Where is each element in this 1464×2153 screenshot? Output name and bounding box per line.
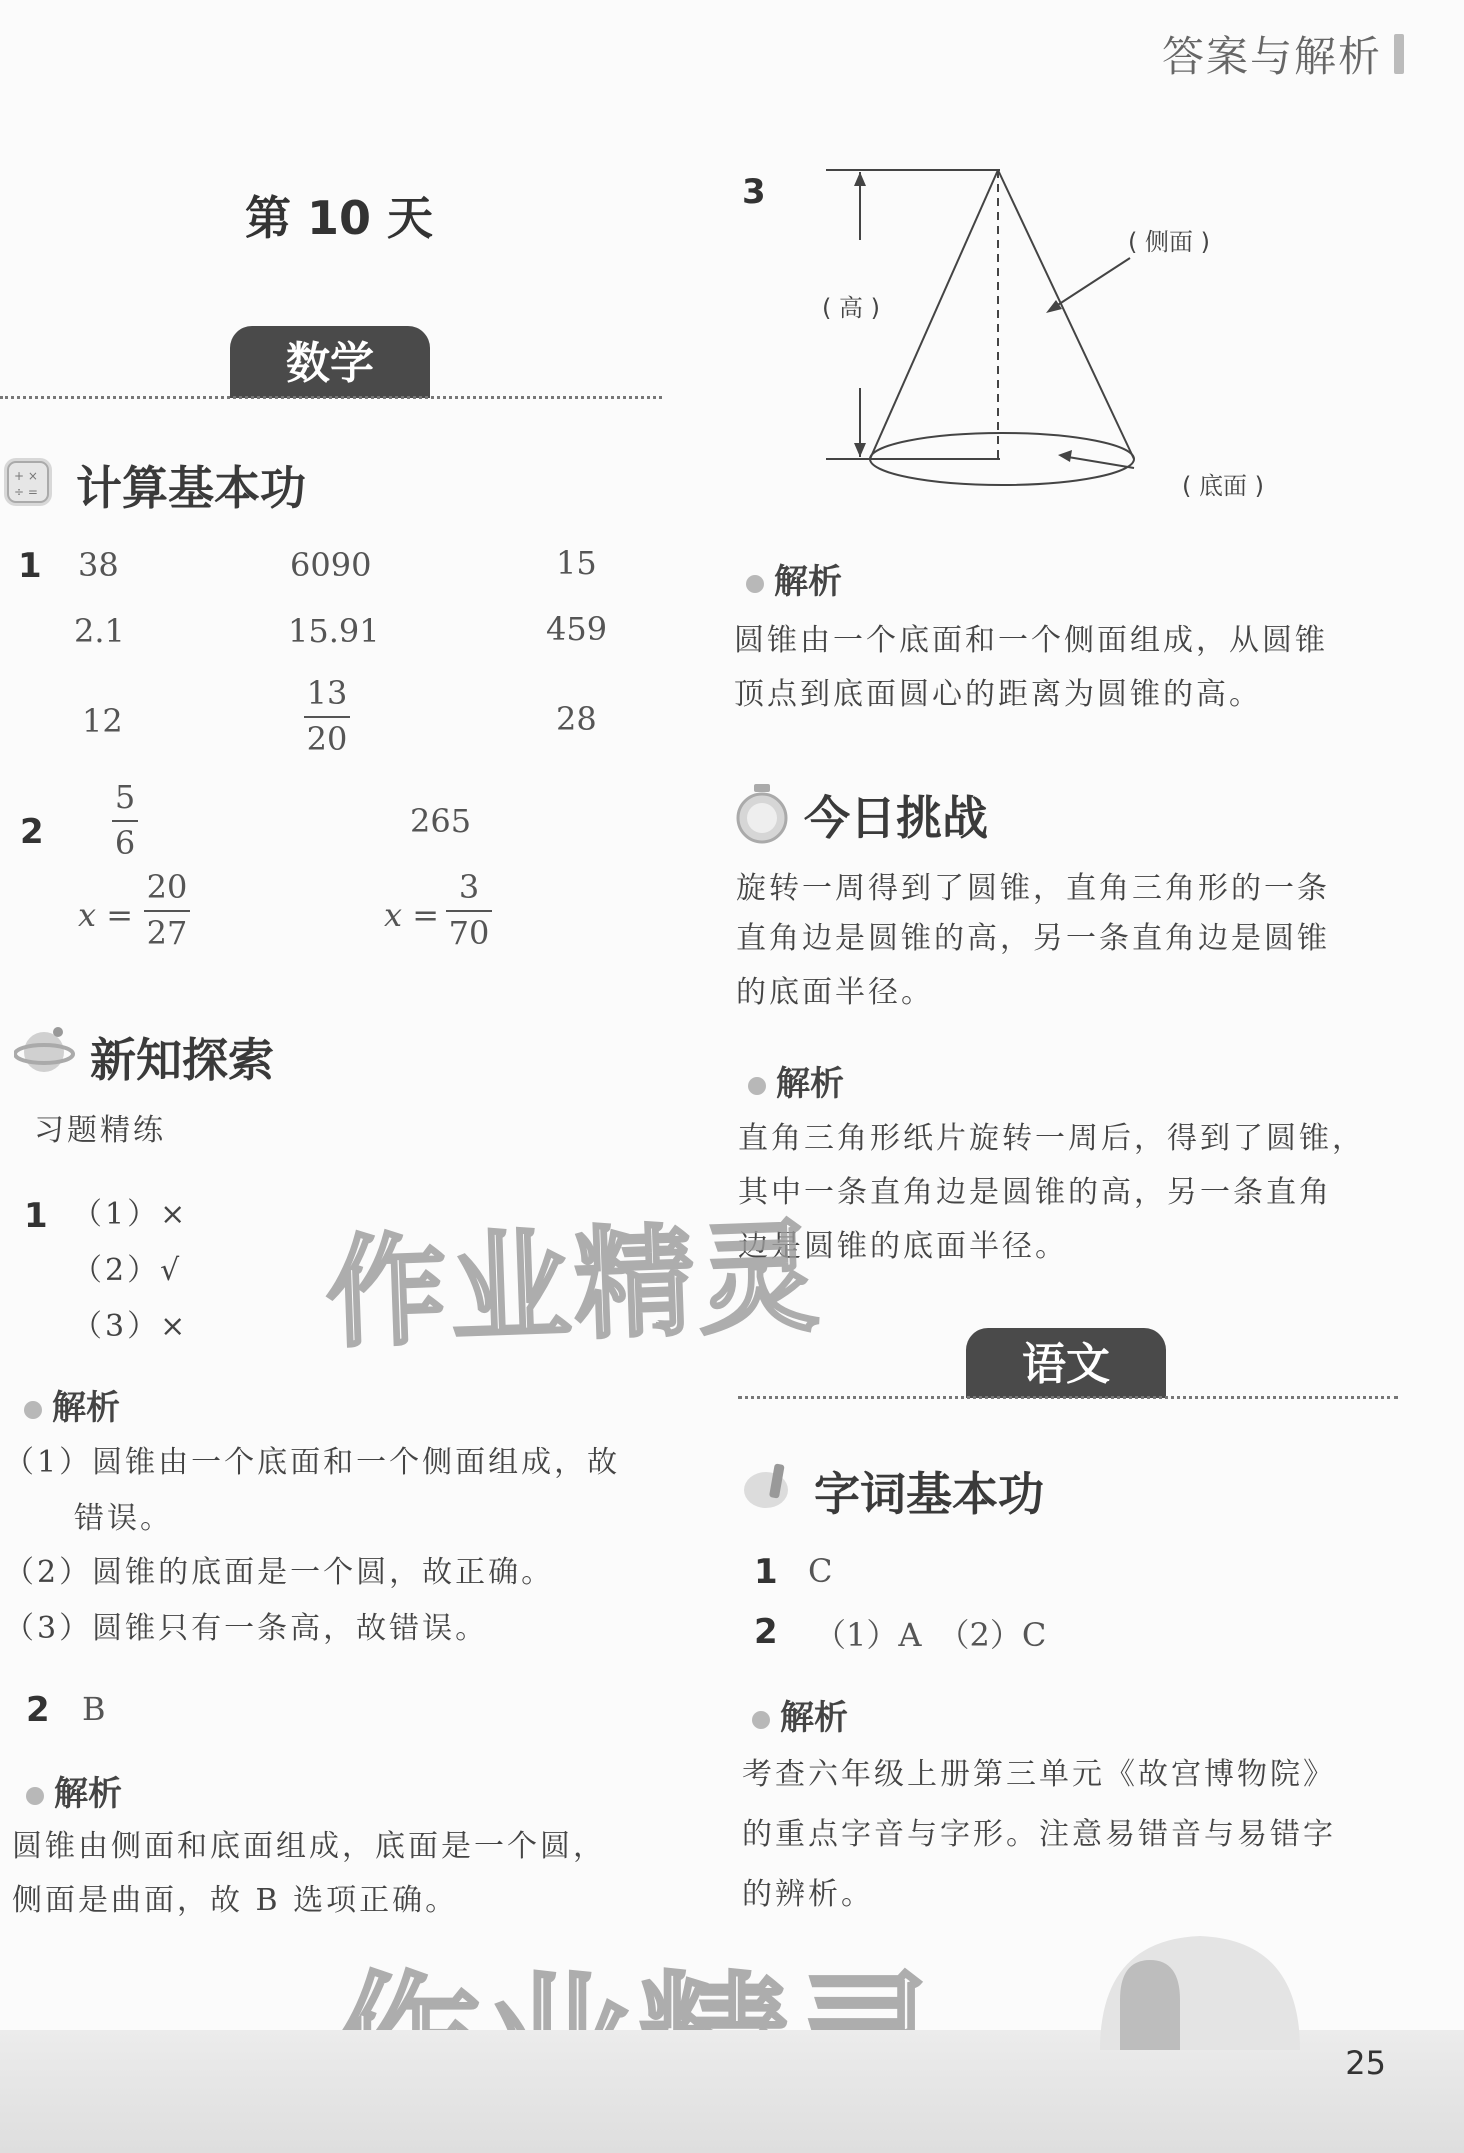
analysis-heading [24, 1380, 120, 1429]
bullet-dot [748, 1077, 766, 1095]
answer-fraction [112, 778, 138, 862]
pen-icon [742, 1460, 798, 1516]
chinese-divider [738, 1396, 1398, 1399]
denominator: 20 [306, 720, 348, 758]
analysis-title: 解析 [774, 562, 842, 602]
explore-subtitle: 习题精练 [34, 1113, 166, 1148]
side-label: ( 侧面 ) [1128, 228, 1210, 256]
answer-fraction [144, 868, 190, 952]
calc-q2-label: 2 [20, 812, 44, 852]
denominator: 70 [448, 914, 490, 952]
answer-value: 38 [78, 546, 119, 584]
math-tab: 数学 [230, 326, 430, 398]
challenge-line: 的底面半径。 [736, 975, 934, 1010]
bullet-dot [752, 1711, 770, 1729]
analysis-heading [746, 554, 842, 603]
analysis-line: 边是圆锥的底面半径。 [738, 1229, 1068, 1264]
answer-value: 265 [410, 802, 472, 840]
height-label: ( 高 ) [822, 294, 880, 322]
equation-x: x = [78, 896, 134, 934]
stopwatch-icon [734, 782, 790, 848]
analysis-heading [26, 1766, 122, 1815]
analysis-line: 顶点到底面圆心的距离为圆锥的高。 [734, 677, 1262, 712]
explore-item: （3）× [72, 1309, 189, 1344]
analysis-line: 的辨析。 [742, 1877, 874, 1912]
explore-q2-label: 2 [26, 1690, 50, 1730]
chinese-q2-label: 2 [754, 1612, 778, 1652]
explore-q1-label: 1 [24, 1196, 48, 1236]
chinese-q1-answer: C [808, 1552, 833, 1590]
analysis-title: 解析 [780, 1698, 848, 1738]
q3-label: 3 [742, 172, 766, 212]
numerator: 20 [146, 868, 188, 906]
answer-value: 6090 [290, 546, 372, 584]
bullet-dot [24, 1401, 42, 1419]
calculator-icon [4, 458, 52, 506]
numerator: 5 [114, 778, 136, 816]
equation-x: x = [384, 896, 440, 934]
chinese-tab: 语文 [966, 1328, 1166, 1398]
chinese-q2-answer: （1）A （2）C [814, 1616, 1047, 1654]
header-bar [1394, 34, 1404, 74]
denominator: 27 [146, 914, 188, 952]
analysis-line: 错误。 [74, 1501, 173, 1536]
analysis-line: 其中一条直角边是圆锥的高，另一条直角 [738, 1175, 1332, 1210]
answer-value: 28 [556, 700, 597, 738]
chinese-section-title: 字词基本功 [814, 1467, 1044, 1521]
challenge-line: 旋转一周得到了圆锥，直角三角形的一条 [736, 871, 1330, 906]
answer-value: 2.1 [74, 612, 125, 650]
chinese-q1-label: 1 [754, 1552, 778, 1592]
day-title: 第 10 天 [245, 191, 434, 245]
base-label: ( 底面 ) [1182, 472, 1264, 500]
cone-diagram [800, 150, 1300, 510]
header-title: 答案与解析 [1161, 32, 1382, 81]
challenge-line: 直角边是圆锥的高，另一条直角边是圆锥 [736, 921, 1330, 956]
analysis-heading [752, 1690, 848, 1739]
denominator: 6 [114, 824, 136, 862]
planet-icon [14, 1022, 76, 1082]
math-divider [0, 396, 662, 399]
calc-q1-label: 1 [18, 546, 42, 586]
bullet-dot [26, 1787, 44, 1805]
analysis-line: （2）圆锥的底面是一个圆，故正确。 [4, 1555, 555, 1590]
bullet-dot [746, 575, 764, 593]
answer-value: 12 [82, 702, 123, 740]
analysis-title: 解析 [52, 1388, 120, 1428]
explore-section-title: 新知探索 [90, 1033, 274, 1087]
fraction-bar [112, 820, 138, 822]
calc-section-title: 计算基本功 [76, 461, 306, 515]
answer-value: 15 [556, 544, 597, 582]
analysis-title: 解析 [54, 1774, 122, 1814]
analysis-line: 圆锥由侧面和底面组成，底面是一个圆， [12, 1829, 606, 1864]
svg-text:÷ =: ÷ = [14, 485, 38, 499]
analysis-heading [748, 1056, 844, 1105]
numerator: 3 [458, 868, 480, 906]
explore-item: （2）√ [72, 1253, 183, 1288]
analysis-line: 侧面是曲面，故 B 选项正确。 [12, 1883, 459, 1918]
analysis-line: 考查六年级上册第三单元《故宫博物院》 [742, 1757, 1336, 1792]
analysis-line: 的重点字音与字形。注意易错音与易错字 [742, 1817, 1336, 1852]
svg-text:+ ×: + × [14, 469, 38, 483]
analysis-line: （3）圆锥只有一条高，故错误。 [4, 1611, 489, 1646]
answer-fraction [304, 674, 350, 758]
igloo-icon [1090, 1920, 1310, 2050]
fraction-bar [144, 910, 190, 912]
analysis-line: 直角三角形纸片旋转一周后，得到了圆锥， [738, 1121, 1365, 1156]
analysis-title: 解析 [776, 1064, 844, 1104]
analysis-line: 圆锥由一个底面和一个侧面组成，从圆锥 [734, 623, 1328, 658]
answer-fraction [446, 868, 492, 952]
watermark: 作业精灵 [324, 1208, 825, 1365]
fraction-bar [304, 716, 350, 718]
explore-q2-answer: B [82, 1690, 106, 1728]
analysis-line: （1）圆锥由一个底面和一个侧面组成，故 [4, 1445, 621, 1480]
numerator: 13 [306, 674, 348, 712]
explore-item: （1）× [72, 1197, 189, 1232]
answer-value: 459 [546, 610, 608, 648]
answer-value: 15.91 [288, 612, 380, 650]
page-number: 25 [1345, 2044, 1386, 2082]
challenge-section-title: 今日挑战 [804, 791, 988, 845]
fraction-bar [446, 910, 492, 912]
